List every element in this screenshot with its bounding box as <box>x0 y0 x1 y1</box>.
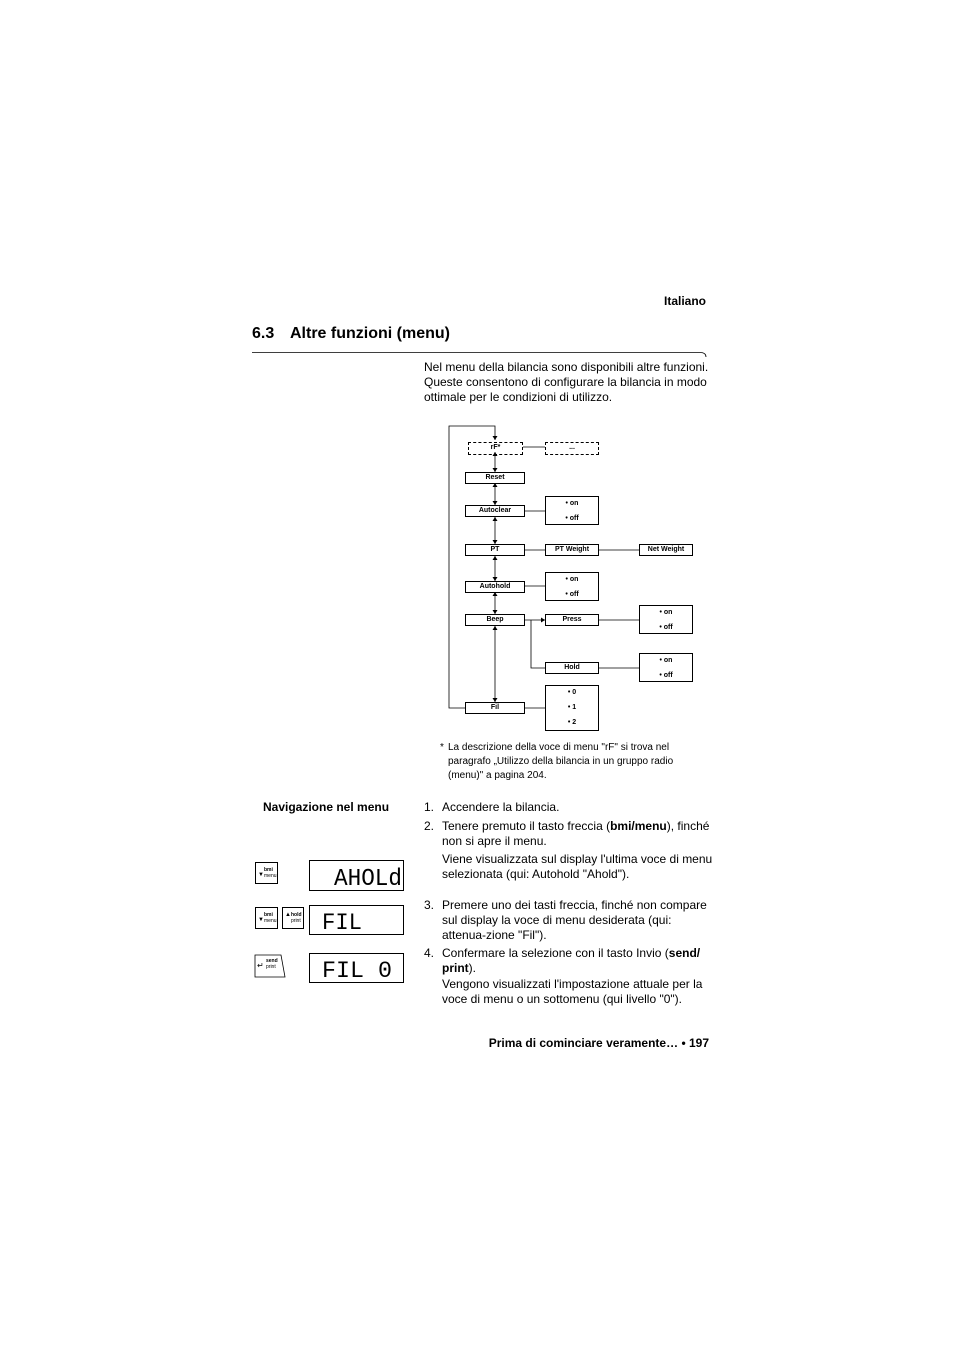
menu-hold: Hold <box>545 662 599 674</box>
step-3 <box>424 898 714 943</box>
fil-opt-2: • 2 <box>567 719 577 726</box>
step-text: Accendere la bilancia. <box>442 800 560 814</box>
step-number: 1. <box>424 800 435 814</box>
lcd-display-fil-0 <box>309 953 404 983</box>
key-label-menu: menu <box>264 918 277 924</box>
lcd-text: FIL 0 <box>322 958 392 984</box>
step-text-pre: Tenere premuto il tasto freccia ( <box>442 819 611 833</box>
autoclear-opt-on: • on <box>565 500 579 507</box>
menu-press: Press <box>545 614 599 626</box>
menu-beep: Beep <box>465 614 525 626</box>
step-number: 2. <box>424 819 435 833</box>
bmi-menu-key-icon <box>255 862 278 884</box>
fil-opt-1: • 1 <box>567 704 577 711</box>
footnote-star: * <box>440 742 444 753</box>
autohold-opt-on: • on <box>565 576 579 583</box>
autohold-opt-off: • off <box>565 591 579 598</box>
step-number: 3. <box>424 898 435 912</box>
key-label-print: print <box>266 964 276 970</box>
step-text-post: ), finché non si apre il menu. <box>442 819 710 848</box>
bmi-menu-key-icon-2 <box>255 907 278 929</box>
step-4-result <box>424 977 714 1007</box>
hold-print-key-icon <box>282 907 304 929</box>
press-opt-off: • off <box>659 624 673 631</box>
lcd-display-fil <box>309 905 404 935</box>
section-number: 6.3 <box>252 325 275 342</box>
autoclear-options <box>545 496 599 525</box>
arrow-down-icon: ▼ <box>258 872 264 878</box>
nav-heading: Navigazione nel menu <box>263 800 390 814</box>
lcd-display-ahold <box>309 860 404 891</box>
enter-icon: ↵ <box>257 961 264 970</box>
step-number: 4. <box>424 946 435 960</box>
step-text <box>442 819 714 849</box>
key-label-menu: menu <box>264 873 277 879</box>
footnote-text: La descrizione della voce di menu "rF" si trova nel paragrafo „Utilizzo della bilancia in un gruppo radio (menu)" a pagina 204. <box>448 742 674 781</box>
menu-dots: ... <box>545 442 599 455</box>
intro-paragraph: Nel menu della bilancia sono disponibili altre funzioni. Queste consentono di configurare la bilancia in modo ottimale per le condizioni di utilizzo. <box>424 360 709 404</box>
key-label-print: print <box>291 918 301 924</box>
segment-text <box>310 906 405 936</box>
step-text: Viene visualizzata sul display l'ultima voce di menu selezionata (qui: Autohold "Ahold"). <box>442 852 713 881</box>
footnote <box>440 741 710 783</box>
autohold-options <box>545 572 599 601</box>
press-options <box>639 605 693 634</box>
menu-pt: PT <box>465 544 525 556</box>
menu-net-weight: Net Weight <box>639 544 693 556</box>
fil-opt-0: • 0 <box>567 689 577 696</box>
autoclear-opt-off: • off <box>565 515 579 522</box>
key-label-send: send <box>266 958 278 964</box>
step-1 <box>424 800 714 815</box>
step-text: Vengono visualizzati l'impostazione attuale per la voce di menu o un sottomenu (qui livello "0"). <box>442 977 703 1006</box>
title-rule <box>252 346 708 358</box>
key-label-hold: hold <box>291 912 302 918</box>
menu-diagram <box>440 420 710 740</box>
menu-autohold: Autohold <box>465 581 525 593</box>
key-label-bmi: bmi <box>264 912 273 918</box>
arrow-up-icon: ▲ <box>285 912 291 918</box>
step-text <box>442 946 714 976</box>
step-text-pre: Confermare la selezione con il tasto Invio ( <box>442 946 669 960</box>
segment-text <box>310 954 405 984</box>
step-text-post: ). <box>468 961 477 975</box>
language-label: Italiano <box>663 294 706 308</box>
step-2-result <box>424 852 714 882</box>
hold-opt-off: • off <box>659 672 673 679</box>
menu-autoclear: Autoclear <box>465 505 525 517</box>
section-title <box>252 325 450 343</box>
section-title-text: Altre funzioni (menu) <box>290 325 450 342</box>
hold-options <box>639 653 693 682</box>
menu-rf: rF* <box>468 442 523 455</box>
arrow-down-icon: ▼ <box>258 917 264 923</box>
lcd-text: AHOLd <box>334 866 402 892</box>
menu-fil: Fil <box>465 702 525 714</box>
segment-text <box>310 861 405 892</box>
lcd-text: FIL <box>322 910 362 936</box>
step-text: Premere uno dei tasti freccia, finché non compare sul display la voce di menu desiderata (qui: attenua-zione "Fil"). <box>442 898 707 942</box>
step-2 <box>424 819 714 849</box>
key-label-bmi: bmi <box>264 867 273 873</box>
fil-options <box>545 685 599 731</box>
send-print-key-icon <box>256 956 284 976</box>
step-4 <box>424 946 714 976</box>
step-key-bmi-menu: bmi/menu <box>610 819 667 833</box>
menu-pt-weight: PT Weight <box>545 544 599 556</box>
step-key-send-print: send/ print <box>442 946 701 975</box>
menu-reset: Reset <box>465 472 525 484</box>
page-footer: Prima di cominciare veramente… • 197 <box>488 1036 709 1050</box>
press-opt-on: • on <box>659 609 673 616</box>
hold-opt-on: • on <box>659 657 673 664</box>
